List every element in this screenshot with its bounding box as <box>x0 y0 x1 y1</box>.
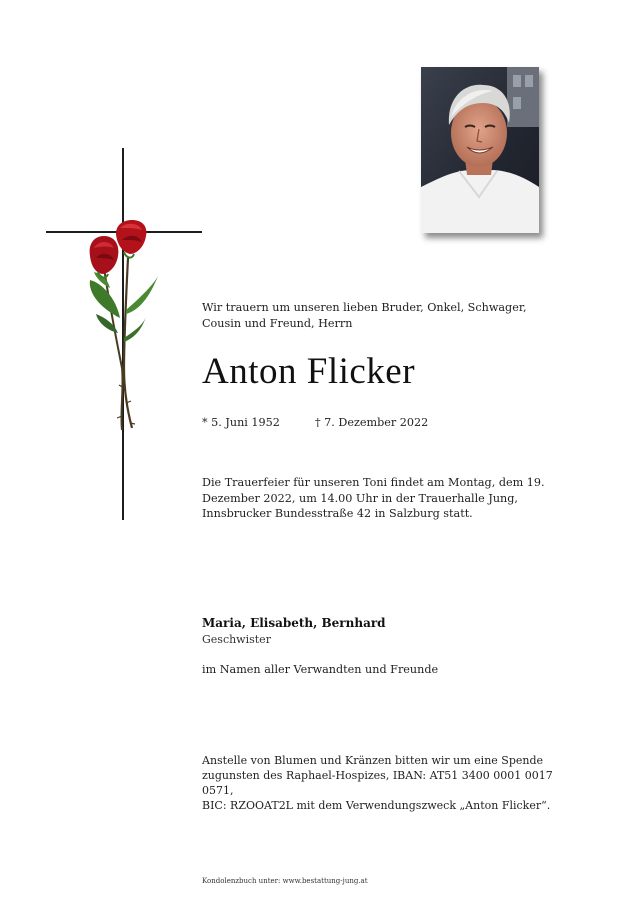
birth-date: * 5. Juni 1952 <box>202 416 280 429</box>
condolence-link[interactable]: Kondolenzbuch unter: www.bestattung-jung.at <box>202 877 368 885</box>
death-date: † 7. Dezember 2022 <box>315 416 429 429</box>
portrait-photo <box>421 67 539 233</box>
rose-icon <box>80 218 164 448</box>
family-relation: Geschwister <box>202 633 271 646</box>
donation-info <box>202 753 562 813</box>
donation-line: zugunsten des Raphael-Hospizes, IBAN: AT51 3400 0001 0017 0571, <box>202 769 553 797</box>
donation-line: Anstelle von Blumen und Kränzen bitten wir um eine Spende <box>202 754 544 767</box>
family-names: Maria, Elisabeth, Bernhard <box>202 616 386 630</box>
service-info: Die Trauerfeier für unseren Toni findet am Montag, dem 19. Dezember 2022, um 14.00 Uhr in der Trauerhalle Jung, Innsbrucker Bundesstraße 42 in Salzburg statt. <box>202 476 545 520</box>
donation-line: BIC: RZOOAT2L mit dem Verwendungszweck „Anton Flicker“. <box>202 799 551 812</box>
life-dates <box>202 416 582 429</box>
deceased-name: Anton Flicker <box>202 351 416 392</box>
intro-text: Wir trauern um unseren lieben Bruder, Onkel, Schwager, Cousin und Freund, Herrn <box>202 301 527 330</box>
relatives-line: im Namen aller Verwandten und Freunde <box>202 663 439 676</box>
